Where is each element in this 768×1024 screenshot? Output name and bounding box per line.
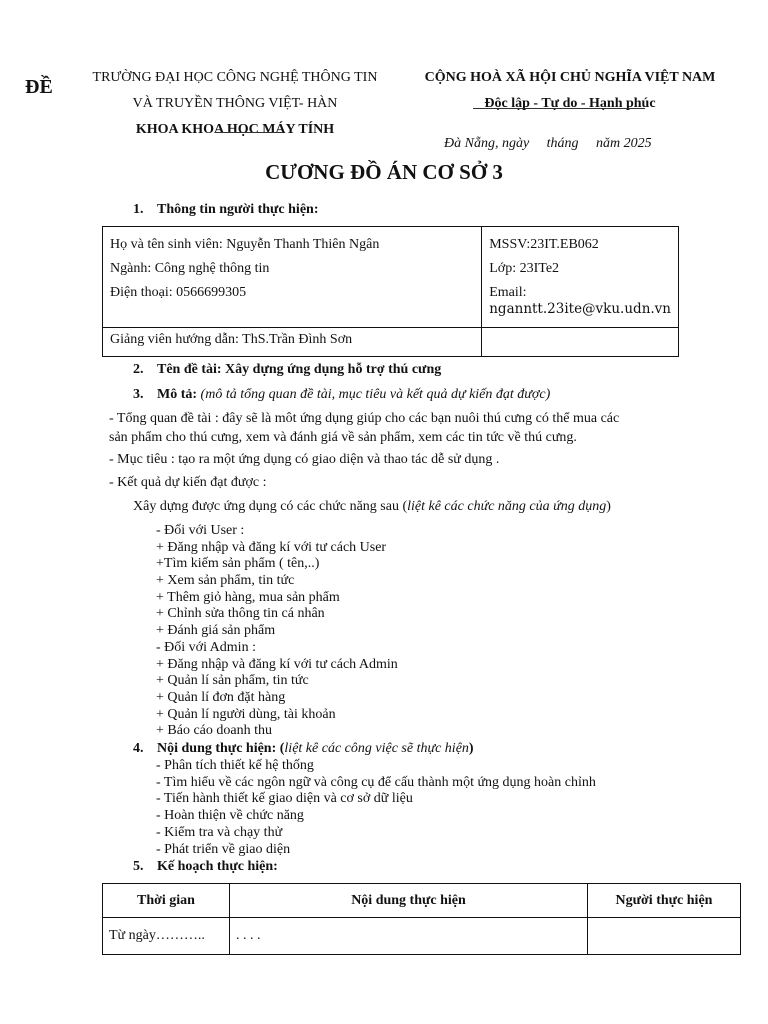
de-label: ĐỀ — [25, 76, 53, 98]
section-5-heading: Kế hoạch thực hiện: — [157, 859, 278, 874]
task-item: - Tiến hành thiết kế giao diện và cơ sở dữ liệu — [156, 791, 413, 806]
plan-header-person: Người thực hiện — [588, 884, 741, 918]
section-3-number: 3. — [133, 387, 144, 402]
student-info-table — [102, 226, 679, 357]
section-3-note: (mô tả tổng quan đề tài, mục tiêu và kết quả dự kiến đạt được) — [200, 387, 551, 402]
student-email-label: Email: — [489, 285, 527, 300]
task-item: - Phát triển về giao diện — [156, 842, 291, 857]
overview-paragraph — [109, 409, 619, 447]
student-major: Ngành: Công nghệ thông tin — [110, 261, 270, 276]
student-email: nganntt.23ite@vku.udn.vn — [489, 301, 671, 317]
feature-item: + Quản lí sản phẩm, tin tức — [156, 673, 309, 688]
student-class: Lớp: 23ITe2 — [489, 261, 560, 276]
university-name: TRƯỜNG ĐẠI HỌC CÔNG NGHỆ THÔNG TIN — [92, 70, 378, 85]
student-mssv: MSSV:23IT.EB062 — [489, 237, 599, 252]
feature-item: +Tìm kiếm sản phẩm ( tên,..) — [156, 556, 320, 571]
advisor-empty-cell — [482, 328, 679, 357]
feature-item: + Đăng nhập và đăng kí với tư cách Admin — [156, 657, 398, 672]
document-title: CƯƠNG ĐỒ ÁN CƠ SỞ 3 — [265, 160, 503, 184]
advisor-cell: Giảng viên hướng dẫn: ThS.Trần Đình Sơn — [103, 328, 482, 357]
task-item: - Kiểm tra và chạy thử — [156, 825, 283, 840]
plan-header-time: Thời gian — [103, 884, 230, 918]
build-note: liệt kê các chức năng của ứng dụng — [407, 499, 607, 514]
student-name: Họ và tên sinh viên: Nguyễn Thanh Thiên Ngân — [110, 237, 380, 252]
feature-list — [156, 523, 656, 743]
task-item: - Tìm hiểu về các ngôn ngữ và công cụ để cấu thành một ứng dụng hoàn chỉnh — [156, 775, 596, 790]
student-id-cell — [482, 227, 679, 328]
section-1-heading: Thông tin người thực hiện: — [157, 202, 319, 217]
task-item: - Phân tích thiết kế hệ thống — [156, 758, 314, 773]
feature-item: + Quản lí người dùng, tài khoản — [156, 707, 336, 722]
feature-item: + Đăng nhập và đăng kí với tư cách User — [156, 540, 387, 555]
section-3-heading: Mô tả: — [157, 387, 198, 402]
section-4-heading: Nội dung thực hiện: ( — [157, 741, 285, 756]
build-close: ) — [606, 499, 611, 514]
plan-row-time: Từ ngày……….. — [103, 918, 230, 955]
feature-item: - Đối với User : — [156, 523, 245, 538]
faculty-name: KHOA KHOA HỌC MÁY TÍNH — [135, 122, 335, 137]
feature-item: - Đối với Admin : — [156, 640, 256, 655]
university-name-line2: VÀ TRUYỀN THÔNG VIỆT- HÀN — [132, 96, 338, 111]
feature-item: + Đánh giá sản phẩm — [156, 623, 276, 638]
feature-item: + Thêm giỏ hàng, mua sản phẩm — [156, 590, 340, 605]
plan-row-content: . . . . — [230, 918, 588, 955]
result-text: - Kết quả dự kiến đạt được : — [109, 475, 267, 490]
task-item: - Hoàn thiện về chức năng — [156, 808, 304, 823]
section-1-number: 1. — [133, 202, 144, 217]
header-right — [405, 65, 735, 117]
student-info-cell — [103, 227, 482, 328]
section-4-heading-line — [157, 741, 474, 757]
feature-item: + Quản lí đơn đặt hàng — [156, 690, 286, 705]
national-motto: Độc lập - Tự do - Hạnh phúc — [484, 96, 656, 111]
student-phone: Điện thoại: 0566699305 — [110, 285, 247, 300]
section-4-note: liệt kê các công việc sẽ thực hiện — [284, 741, 469, 756]
section-2-number: 2. — [133, 362, 144, 377]
section-3-heading-line — [157, 387, 550, 403]
feature-item: + Chỉnh sửa thông tin cá nhân — [156, 606, 325, 621]
place-date: Đà Nẵng, ngày tháng năm 2025 — [444, 136, 652, 151]
overview-line-1: - Tổng quan đề tài : đây sẽ là môt ứng dụng giúp cho các bạn nuôi thú cưng có thể mua các — [109, 411, 620, 426]
section-4-number: 4. — [133, 741, 144, 756]
feature-item: + Xem sản phẩm, tin tức — [156, 573, 295, 588]
motto-underline — [473, 108, 645, 109]
plan-row-person — [588, 918, 741, 955]
feature-item: + Báo cáo doanh thu — [156, 723, 272, 738]
build-text: Xây dựng được ứng dụng có các chức năng sau ( — [133, 499, 408, 514]
task-list — [156, 758, 696, 858]
national-title: CỘNG HOÀ XÃ HỘI CHỦ NGHĨA VIỆT NAM — [424, 70, 716, 85]
faculty-underline — [215, 132, 283, 133]
plan-table — [102, 883, 741, 955]
section-4-close: ) — [468, 741, 474, 756]
section-2-heading: Tên đề tài: Xây dựng ứng dụng hỗ trợ thú cưng — [157, 362, 442, 377]
overview-line-2: sản phẩm cho thú cưng, xem và đánh giá về sản phẩm, xem các tin tức về thú cưng. — [109, 430, 577, 445]
section-5-number: 5. — [133, 859, 144, 874]
plan-header-content: Nội dung thực hiện — [230, 884, 588, 918]
build-line — [133, 499, 611, 515]
goal-text: - Mục tiêu : tạo ra một ứng dụng có giao diện và thao tác dễ sử dụng . — [109, 452, 500, 467]
